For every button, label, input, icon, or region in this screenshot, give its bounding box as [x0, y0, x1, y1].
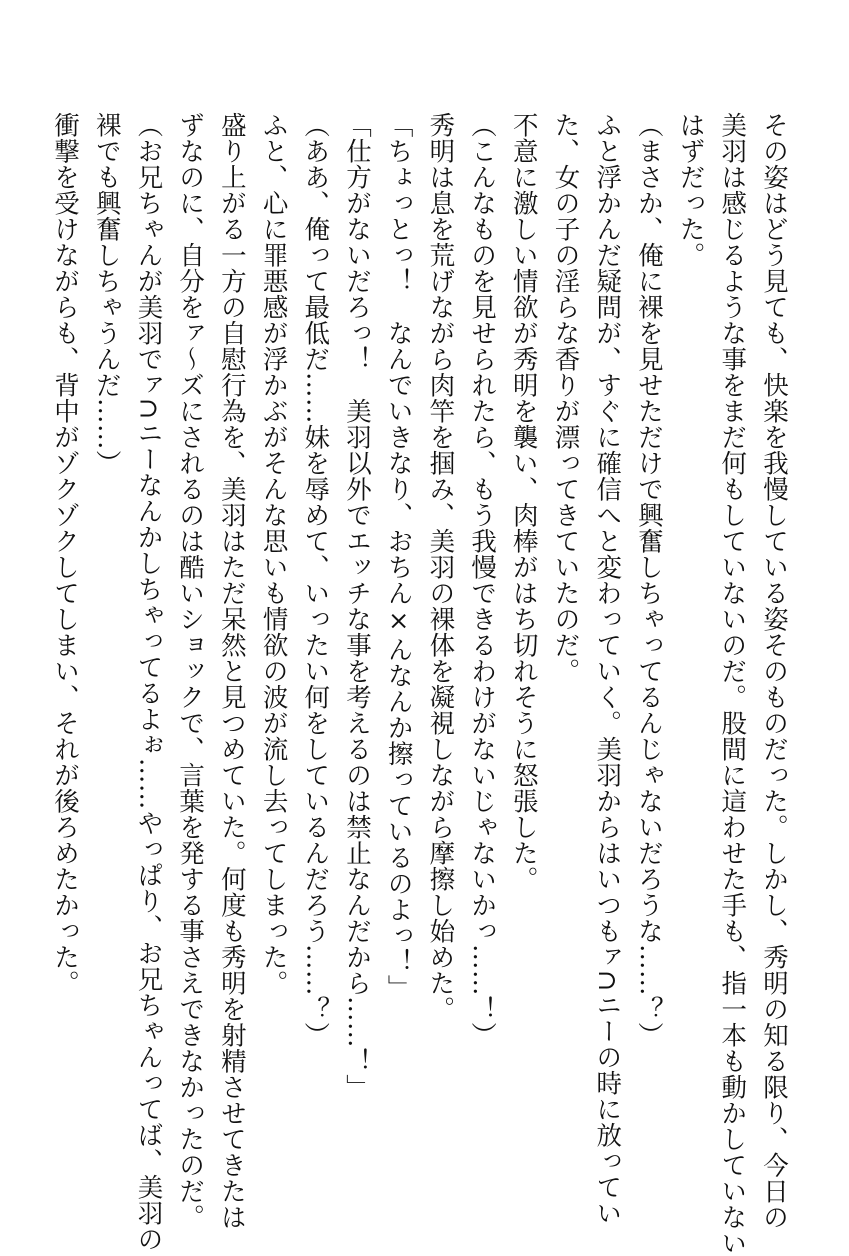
text-line-12: （ああ、俺って最低だ……妹を辱めて、いったい何をしているんだろう……？）: [300, 112, 331, 1048]
text-line-17: 裸でも興奮しちゃうんだ……）: [91, 112, 122, 476]
text-line-6: た、女の子の淫らな香りが漂ってきていたのだ。: [550, 112, 581, 684]
text-line-2: 美羽は感じるような事をまだ何もしていないのだ。股間に這わせた手も、指一本も動かしていない: [717, 112, 748, 1256]
text-line-3: はずだった。: [675, 112, 706, 268]
text-line-4: （まさか、俺に裸を見せただけで興奮しちゃってるんじゃないだろうな……？）: [633, 112, 664, 1048]
text-line-18: 衝撃を受けながらも、背中がゾクゾクしてしまい、それが後ろめたかった。: [50, 112, 81, 996]
text-line-9: 秀明は息を荒げながら肉竿を掴み、美羽の裸体を凝視しながら摩擦し始めた。: [425, 112, 456, 1022]
vertical-text-body: [43, 112, 794, 1256]
text-line-10: 「ちょっとっ！ なんでいきなり、おちん×んなんか擦っているのよっ！」: [383, 112, 414, 1001]
text-line-11: 「仕方がないだろっ！ 美羽以外でエッチな事を考えるのは禁止なんだから……！」: [341, 112, 372, 1100]
text-line-1: その姿はどう見ても、快楽を我慢している姿そのものだった。しかし、秀明の知る限り、今日の: [759, 112, 789, 1230]
text-line-15: ずなのに、自分をァ～ズにされるのは酷いショックで、言葉を発する事さえできなかったのだ。: [175, 112, 206, 1230]
text-line-14: 盛り上がる一方の自慰行為を、美羽はただ呆然と見つめていた。何度も秀明を射精させてきたは: [216, 112, 247, 1230]
text-line-13: ふと、心に罪悪感が浮かぶがそんな思いも情欲の波が流し去ってしまった。: [258, 112, 289, 996]
text-line-5: ふと浮かんだ疑問が、すぐに確信へと変わっていく。美羽からはいつもァ∩ニーの時に放ってい: [592, 112, 623, 1226]
text-line-7: 不意に激しい情欲が秀明を襲い、肉棒がはち切れそうに怒張した。: [508, 112, 539, 892]
text-line-16: （お兄ちゃんが美羽でァ∩ニーなんかしちゃってるよぉ……やっぱり、お兄ちゃんってば、美羽の: [133, 112, 164, 1252]
text-line-8: （こんなものを見せられたら、もう我慢できるわけがないじゃないかっ……！）: [467, 112, 498, 1048]
